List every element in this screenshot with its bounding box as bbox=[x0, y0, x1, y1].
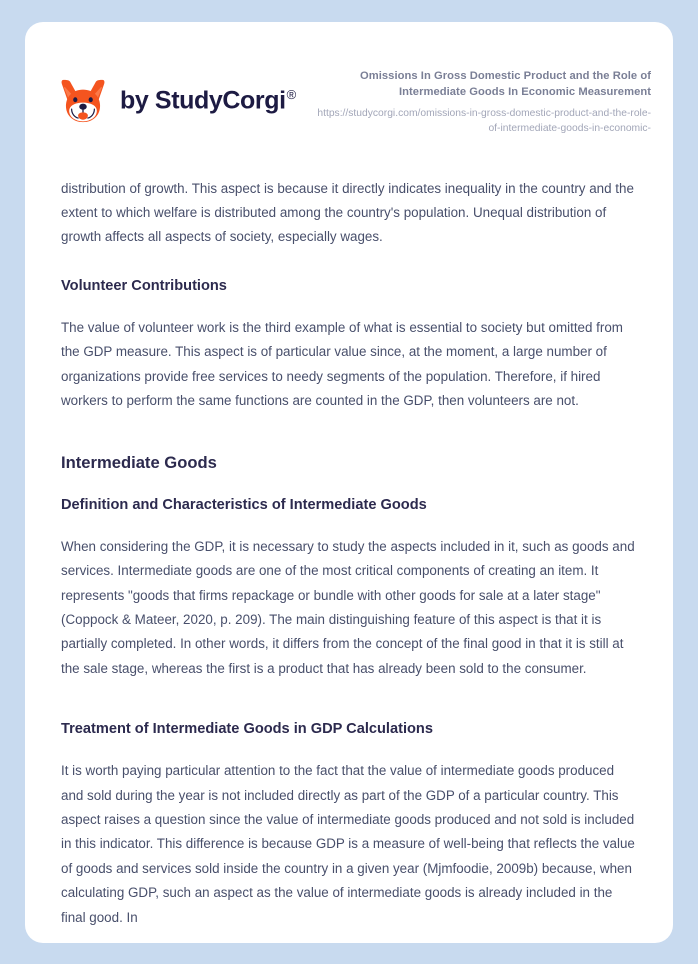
heading-volunteer-contributions: Volunteer Contributions bbox=[61, 277, 227, 294]
header-document-meta bbox=[306, 67, 651, 137]
document-body bbox=[25, 177, 673, 930]
section-spacer-2 bbox=[61, 708, 637, 720]
heading-intermediate-goods: Intermediate Goods bbox=[61, 453, 217, 473]
brand-name-text: by StudyCorgi bbox=[120, 86, 286, 115]
document-header bbox=[25, 22, 673, 137]
section-spacer bbox=[61, 440, 637, 452]
paragraph-volunteer-contributions: The value of volunteer work is the third example of what is essential to society but omitted from the GDP measure. This aspect is of particular value since, at the moment, a large number of organizations provide free services to needy segments of the population. Therefore, if hired workers to perform the same functions are counted in the GDP, then volunteers are not. bbox=[61, 319, 623, 408]
corgi-face-logo-icon bbox=[57, 75, 109, 127]
header-document-url: https://studycorgi.com/omissions-in-gross-domestic-product-and-the-role-of-intermediate-goods-in-economic- bbox=[317, 107, 651, 134]
header-document-title: Omissions In Gross Domestic Product and the Role of Intermediate Goods In Economic Measurement bbox=[360, 70, 651, 98]
paragraph-treatment-gdp-calculations: It is worth paying particular attention to the fact that the value of intermediate goods produced and sold during the year is not included directly as part of the GDP of a particular country. This aspect raises a question since the value of intermediate goods produced and not sold is included in this indicator. This difference is because GDP is a measure of well-being that reflects the value of goods and services sold inside the country in a given year (Mjmfoodie, 2009b) because, when calculating GDP, such an aspect as the value of intermediate goods is already included in the final good. In bbox=[61, 763, 635, 925]
registered-trademark-icon: ® bbox=[286, 87, 296, 103]
document-page-card bbox=[25, 22, 673, 943]
heading-definition-characteristics: Definition and Characteristics of Intermediate Goods bbox=[61, 496, 427, 513]
paragraph-definition-characteristics: When considering the GDP, it is necessary to study the aspects included in it, such as goods and services. Intermediate goods are one of the most critical components of creating an item. It represents "goods that firms repackage or bundle with other goods for sale at a later stage" (Coppock & Mateer, 2020, p. 209). The main distinguishing feature of this aspect is that it is partially completed. In other words, it differs from the concept of the final good in that it is still at the sale stage, whereas the first is a product that has already been sold to the consumer. bbox=[61, 538, 635, 676]
brand-name bbox=[120, 88, 296, 113]
heading-treatment-gdp-calculations: Treatment of Intermediate Goods in GDP Calculations bbox=[61, 721, 433, 738]
paragraph-growth-distribution: distribution of growth. This aspect is because it directly indicates inequality in the country and the extent to which welfare is distributed among the country's population. Unequal distribution of growth affects all aspects of society, especially wages. bbox=[61, 180, 634, 245]
brand-logo-group bbox=[57, 67, 296, 127]
